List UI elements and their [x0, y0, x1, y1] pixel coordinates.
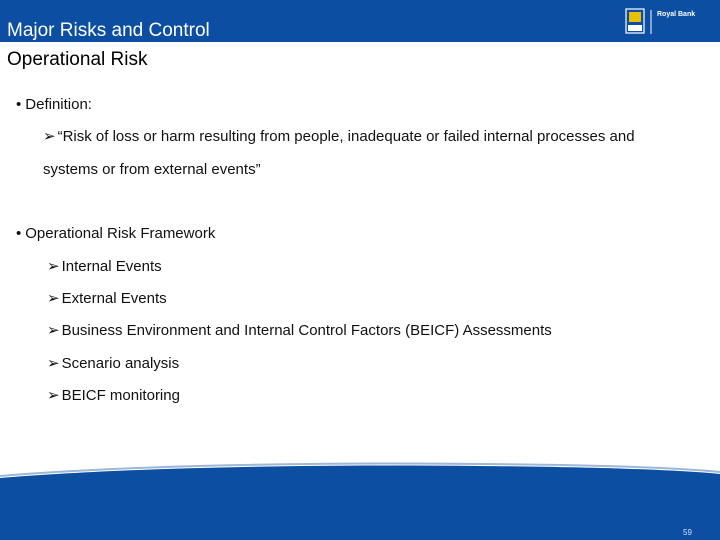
footer-wave: [0, 440, 720, 540]
brand-name: Royal Bank: [657, 11, 696, 18]
arrow-bullet-icon: ➢: [47, 355, 60, 372]
framework-item: [47, 258, 162, 276]
framework-item-text: Business Environment and Internal Control Factors (BEICF) Assessments: [61, 322, 552, 339]
framework-item-text: Internal Events: [61, 258, 162, 275]
arrow-bullet-icon: ➢: [43, 128, 56, 145]
slide-subtitle: Operational Risk: [7, 49, 148, 70]
definition-heading: [16, 96, 92, 114]
definition-quote-line2: systems or from external events”: [43, 161, 261, 178]
bullet-icon: •: [16, 96, 22, 113]
framework-item-text: BEICF monitoring: [61, 387, 180, 404]
slide-title: Major Risks and Control: [7, 20, 210, 41]
arrow-bullet-icon: ➢: [47, 322, 60, 339]
framework-item: [47, 387, 180, 405]
arrow-bullet-icon: ➢: [47, 258, 60, 275]
framework-item: [47, 322, 552, 340]
framework-item: [47, 355, 179, 373]
definition-quote-text: “Risk of loss or harm resulting from people, inadequate or failed internal processes and: [57, 128, 635, 145]
framework-item: [47, 290, 167, 308]
framework-item-text: External Events: [61, 290, 167, 307]
arrow-bullet-icon: ➢: [47, 387, 60, 404]
definition-quote-line1: [43, 128, 635, 146]
bullet-icon: •: [16, 225, 22, 242]
page-number: 59: [683, 528, 692, 537]
definition-label: Definition:: [25, 96, 92, 113]
framework-label: Operational Risk Framework: [25, 225, 216, 242]
arrow-bullet-icon: ➢: [47, 290, 60, 307]
framework-item-text: Scenario analysis: [61, 355, 180, 372]
framework-heading: [16, 225, 215, 243]
